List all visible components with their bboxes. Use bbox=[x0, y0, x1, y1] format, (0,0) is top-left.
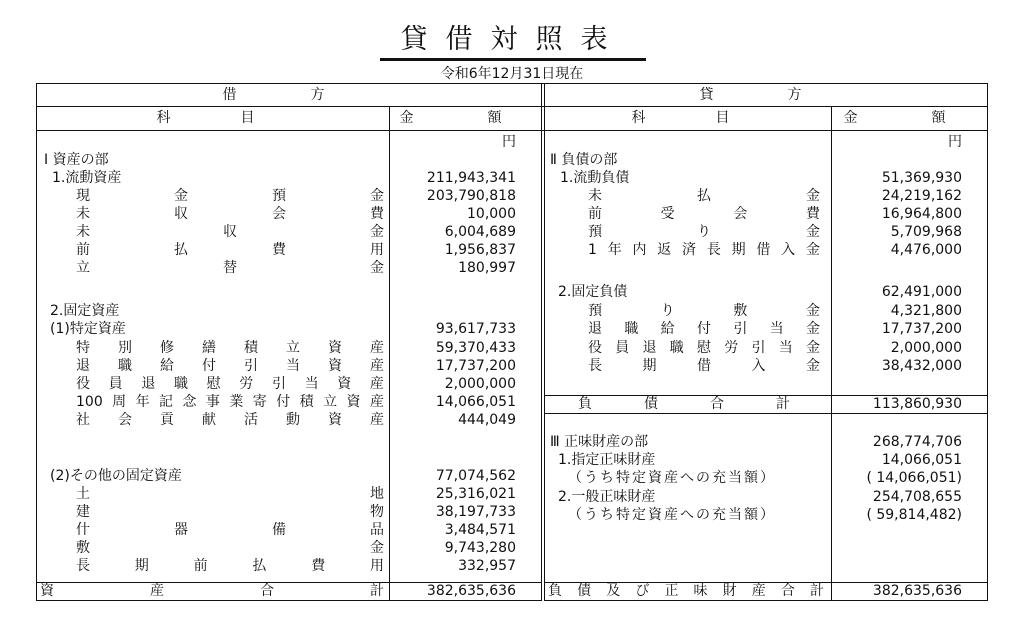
asset-item-row: 什 器 備 品 bbox=[76, 522, 384, 538]
asset-item-amount: 25,316,021 bbox=[435, 486, 516, 502]
credit-yen-unit: 円 bbox=[948, 134, 962, 150]
current-assets-label: 1.流動資産 bbox=[52, 170, 122, 186]
liability-item-row: 預 り 敷 金 bbox=[588, 303, 820, 319]
liabilities-total-amount: 113,860,930 bbox=[872, 396, 962, 412]
asset-item-amount: 332,957 bbox=[458, 558, 516, 574]
liability-item-amount: 5,709,968 bbox=[890, 224, 962, 240]
designated-net-assets-amount: 14,066,051 bbox=[881, 452, 962, 468]
document-date: 令和6年12月31日現在 bbox=[440, 66, 584, 82]
grand-total-label: 負 債 及 び 正 味 財 産 合 計 bbox=[548, 583, 824, 599]
assets-total-amount: 382,635,636 bbox=[426, 583, 516, 599]
asset-item-row: 社 会 貢 献 活 動 資 産 bbox=[76, 412, 384, 428]
document-title: 貸借対照表 bbox=[380, 22, 646, 61]
asset-item-row: 100 周 年 記 念 事 業 寄 付 積 立 資 産 bbox=[76, 394, 384, 410]
designated-net-assets-label: 1.指定正味財産 bbox=[558, 452, 656, 468]
liability-item-amount: 24,219,162 bbox=[881, 188, 962, 204]
asset-item-amount: 3,484,571 bbox=[444, 522, 516, 538]
other-fixed-assets-label: (2)その他の固定資産 bbox=[50, 468, 182, 484]
liability-item-amount: 16,964,800 bbox=[881, 206, 962, 222]
asset-item-row: 退 職 給 付 引 当 資 産 bbox=[76, 358, 384, 374]
general-allocation-note: （うち特定資産への充当額） bbox=[568, 507, 776, 523]
liability-item-row: 前 受 会 費 bbox=[588, 206, 820, 222]
liability-item-row: 役 員 退 職 慰 労 引 当 金 bbox=[588, 340, 820, 356]
credit-amount-header: 金 額 bbox=[843, 110, 976, 126]
asset-item-amount: 9,743,280 bbox=[444, 540, 516, 556]
liabilities-total-bottom bbox=[544, 413, 988, 414]
asset-item-amount: 14,066,051 bbox=[435, 394, 516, 410]
debit-amount-header: 金 額 bbox=[399, 110, 532, 126]
other-fixed-assets-amount: 77,074,562 bbox=[435, 468, 516, 484]
asset-item-amount: 180,997 bbox=[458, 260, 516, 276]
asset-item-row: 役 員 退 職 慰 労 引 当 資 産 bbox=[76, 376, 384, 392]
table-left-border bbox=[36, 83, 37, 601]
table-top-border bbox=[36, 83, 988, 84]
current-assets-amount: 211,943,341 bbox=[426, 170, 516, 186]
liability-item-row: 未 払 金 bbox=[588, 188, 820, 204]
liability-item-row: 1 年 内 返 済 長 期 借 入 金 bbox=[588, 242, 820, 258]
general-allocation-amount: ( 59,814,482) bbox=[866, 507, 962, 523]
specific-assets-amount: 93,617,733 bbox=[435, 321, 516, 337]
designated-allocation-note: （うち特定資産への充当額） bbox=[568, 470, 776, 486]
asset-item-row: 現 金 預 金 bbox=[76, 188, 384, 204]
asset-item-amount: 59,370,433 bbox=[435, 340, 516, 356]
debit-header: 借 方 bbox=[222, 87, 355, 103]
asset-item-row: 長 期 前 払 費 用 bbox=[76, 558, 384, 574]
liability-item-amount: 4,476,000 bbox=[890, 242, 962, 258]
current-liabilities-label: 1.流動負債 bbox=[560, 170, 630, 186]
general-net-assets-label: 2.一般正味財産 bbox=[558, 489, 656, 505]
liabilities-total-label: 負 債 合 計 bbox=[578, 396, 790, 412]
net-assets-section-label: Ⅲ 正味財産の部 bbox=[550, 434, 649, 450]
general-net-assets-amount: 254,708,655 bbox=[872, 489, 962, 505]
liability-item-row: 預 り 金 bbox=[588, 224, 820, 240]
assets-section-label: Ⅰ 資産の部 bbox=[44, 152, 109, 168]
asset-item-amount: 17,737,200 bbox=[435, 358, 516, 374]
center-divider-left bbox=[541, 83, 542, 601]
asset-item-row: 未 収 金 bbox=[76, 224, 384, 240]
fixed-assets-label: 2.固定資産 bbox=[50, 303, 120, 319]
designated-allocation-amount: ( 14,066,051) bbox=[866, 470, 962, 486]
liability-item-amount: 2,000,000 bbox=[890, 340, 962, 356]
current-liabilities-amount: 51,369,930 bbox=[881, 170, 962, 186]
debit-item-header: 科 目 bbox=[156, 110, 269, 126]
asset-item-row: 立 替 金 bbox=[76, 260, 384, 276]
asset-item-amount: 444,049 bbox=[458, 412, 516, 428]
liability-item-row: 長 期 借 入 金 bbox=[588, 358, 820, 374]
asset-item-row: 敷 金 bbox=[76, 540, 384, 556]
debit-yen-unit: 円 bbox=[502, 134, 516, 150]
liability-item-row: 退 職 給 付 引 当 金 bbox=[588, 321, 820, 337]
fixed-liabilities-label: 2.固定負債 bbox=[558, 284, 628, 300]
credit-header: 貸 方 bbox=[699, 87, 832, 103]
assets-total-label: 資 産 合 計 bbox=[40, 583, 384, 599]
table-right-border bbox=[987, 83, 988, 601]
table-bottom-left bbox=[36, 600, 542, 601]
liabilities-section-label: Ⅱ 負債の部 bbox=[550, 152, 618, 168]
specific-assets-label: (1)特定資産 bbox=[50, 321, 126, 337]
liability-item-amount: 38,432,000 bbox=[881, 358, 962, 374]
asset-item-row: 土 地 bbox=[76, 486, 384, 502]
table-bottom-right bbox=[544, 600, 988, 601]
header-row-divider-2 bbox=[36, 130, 988, 131]
grand-total-amount: 382,635,636 bbox=[872, 583, 962, 599]
fixed-liabilities-amount: 62,491,000 bbox=[881, 284, 962, 300]
asset-item-amount: 2,000,000 bbox=[444, 376, 516, 392]
asset-item-amount: 38,197,733 bbox=[435, 504, 516, 520]
header-row-divider-1 bbox=[36, 106, 988, 107]
asset-item-row: 未 収 会 費 bbox=[76, 206, 384, 222]
net-assets-section-amount: 268,774,706 bbox=[872, 434, 962, 450]
credit-item-header: 科 目 bbox=[631, 110, 744, 126]
liability-item-amount: 17,737,200 bbox=[881, 321, 962, 337]
asset-item-amount: 10,000 bbox=[467, 206, 516, 222]
center-divider-right bbox=[544, 83, 545, 601]
asset-item-row: 建 物 bbox=[76, 504, 384, 520]
asset-item-amount: 6,004,689 bbox=[444, 224, 516, 240]
liability-item-amount: 4,321,800 bbox=[890, 303, 962, 319]
asset-item-row: 特 別 修 繕 積 立 資 産 bbox=[76, 340, 384, 356]
asset-item-row: 前 払 費 用 bbox=[76, 242, 384, 258]
asset-item-amount: 1,956,837 bbox=[444, 242, 516, 258]
asset-item-amount: 203,790,818 bbox=[426, 188, 516, 204]
